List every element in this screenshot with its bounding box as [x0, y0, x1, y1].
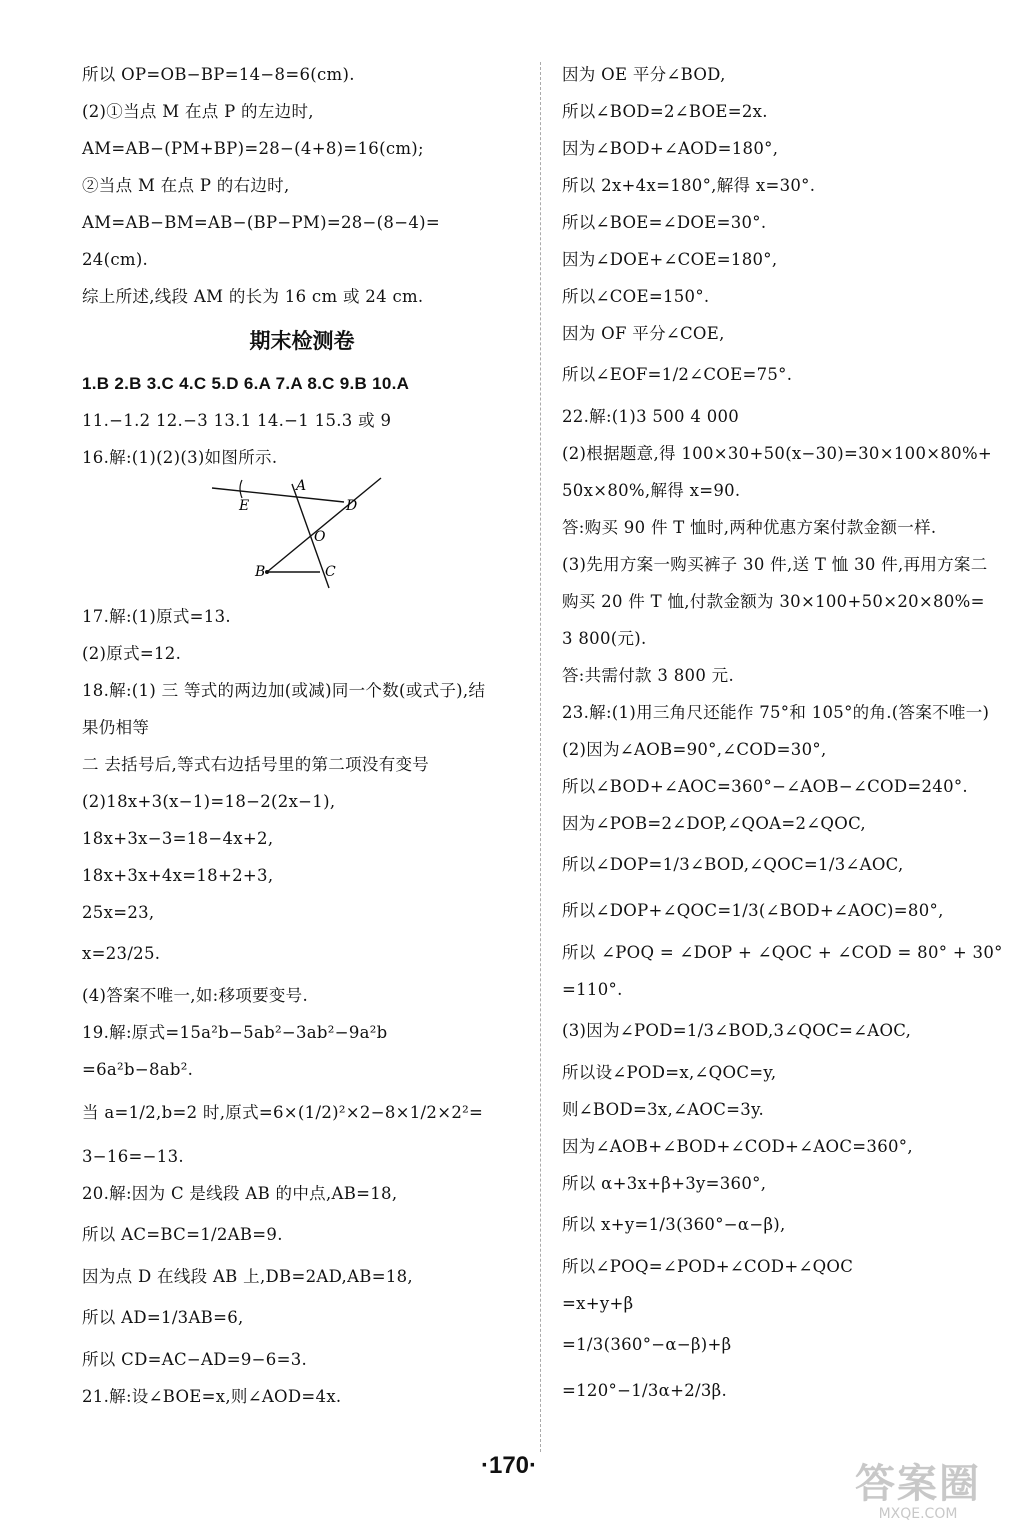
text-line: 21.解:设∠BOE=x,则∠AOD=4x.: [82, 1386, 342, 1406]
text-line: 50x×80%,解得 x=90.: [562, 480, 741, 500]
text-line: 20.解:因为 C 是线段 AB 的中点,AB=18,: [82, 1183, 398, 1203]
text-line: 所以 ∠POQ = ∠DOP + ∠QOC + ∠COD = 80° + 30°: [562, 942, 1003, 962]
watermark-url: MXQE.COM: [878, 1506, 958, 1522]
label-b: B: [255, 564, 266, 580]
text-line: 所以 AD=1/3AB=6,: [82, 1308, 244, 1327]
arc-e: [240, 480, 242, 498]
column-divider: [540, 62, 541, 1452]
text-line: 所以 AC=BC=1/2AB=9.: [82, 1225, 283, 1244]
text-line: (3)因为∠POD=1/3∠BOD,3∠QOC=∠AOC,: [562, 1021, 912, 1040]
text-line: 所以 x+y=1/3(360°−α−β),: [562, 1215, 786, 1234]
text-line: =x+y+β: [562, 1293, 634, 1313]
text-line: ②当点 M 在点 P 的右边时,: [82, 175, 290, 195]
text-line: 18x+3x+4x=18+2+3,: [82, 865, 274, 885]
geometry-svg: [82, 476, 522, 598]
text-line: 所以 α+3x+β+3y=360°,: [562, 1173, 767, 1193]
watermark-text: 答案圈: [855, 1461, 981, 1507]
text-line: 所以设∠POD=x,∠QOC=y,: [562, 1062, 777, 1082]
left-column: [82, 56, 522, 1415]
text-line: 25x=23,: [82, 902, 155, 922]
text-line: 23.解:(1)用三角尺还能作 75°和 105°的角.(答案不唯一): [562, 702, 990, 722]
fill-blank-answers: 11.−1.2 12.−3 13.1 14.−1 15.3 或 9: [82, 410, 392, 430]
text-line: AM=AB−(PM+BP)=28−(4+8)=16(cm);: [82, 138, 424, 158]
text-line: 所以 OP=OB−BP=14−8=6(cm).: [82, 64, 355, 84]
text-line: 19.解:原式=15a²b−5ab²−3ab²−9a²b: [82, 1022, 388, 1042]
text-line: 所以 2x+4x=180°,解得 x=30°.: [562, 175, 816, 195]
label-o: O: [314, 529, 326, 545]
page-number: ·170·: [480, 1452, 538, 1479]
text-line: 所以∠BOD=2∠BOE=2x.: [562, 101, 768, 121]
text-line: 综上所述,线段 AM 的长为 16 cm 或 24 cm.: [82, 286, 424, 306]
text-line: 因为∠BOD+∠AOD=180°,: [562, 138, 779, 158]
text-line: 所以 CD=AC−AD=9−6=3.: [82, 1349, 308, 1369]
text-line: 所以∠BOD+∠AOC=360°−∠AOB−∠COD=240°.: [562, 776, 968, 796]
text-line: 18.解:(1) 三 等式的两边加(或减)同一个数(或式子),结: [82, 680, 486, 700]
text-line: 二 去括号后,等式右边括号里的第二项没有变号: [82, 754, 430, 774]
text-line: 18x+3x−3=18−4x+2,: [82, 828, 274, 848]
text-line: =1/3(360°−α−β)+β: [562, 1335, 732, 1354]
text-line: 所以∠POQ=∠POD+∠COD+∠QOC: [562, 1256, 854, 1276]
text-line: 当 a=1/2,b=2 时,原式=6×(1/2)²×2−8×1/2×2²=: [82, 1103, 484, 1122]
text-line: 因为 OF 平分∠COE,: [562, 323, 725, 343]
section-title: 期末检测卷: [249, 329, 355, 353]
text-line: 所以∠COE=150°.: [562, 286, 710, 306]
text-line: 所以∠DOP+∠QOC=1/3(∠BOD+∠AOC)=80°,: [562, 901, 944, 920]
label-c: C: [325, 564, 336, 580]
text-line: x=23/25.: [82, 944, 161, 963]
text-line: (4)答案不唯一,如:移项要变号.: [82, 985, 309, 1005]
text-line: 因为∠AOB+∠BOD+∠COD+∠AOC=360°,: [562, 1136, 913, 1156]
text-line: =110°.: [562, 979, 623, 999]
text-line: =120°−1/3α+2/3β.: [562, 1381, 728, 1400]
line-ad: [212, 488, 344, 502]
text-line: (2)原式=12.: [82, 643, 182, 663]
multiple-choice-answers: 1.B 2.B 3.C 4.C 5.D 6.A 7.A 8.C 9.B 10.A: [82, 373, 410, 393]
text-line: 3−16=−13.: [82, 1146, 184, 1166]
label-a: A: [296, 478, 307, 494]
text-line: 22.解:(1)3 500 4 000: [562, 406, 740, 426]
text-line: 因为∠DOE+∠COE=180°,: [562, 249, 778, 269]
label-d: D: [346, 498, 358, 514]
text-line: 因为∠POB=2∠DOP,∠QOA=2∠QOC,: [562, 813, 866, 833]
label-e: E: [239, 498, 250, 514]
text-line: 所以∠DOP=1/3∠BOD,∠QOC=1/3∠AOC,: [562, 855, 904, 874]
text-line: 答:购买 90 件 T 恤时,两种优惠方案付款金额一样.: [562, 517, 937, 537]
text-line: 所以∠EOF=1/2∠COE=75°.: [562, 365, 793, 384]
watermark-logo: [828, 1462, 1008, 1526]
ray-bd: [267, 478, 381, 572]
point-b: [265, 570, 269, 574]
text-line: (3)先用方案一购买裤子 30 件,送 T 恤 30 件,再用方案二: [562, 554, 988, 574]
text-line: 24(cm).: [82, 249, 149, 269]
text-line: 果仍相等: [82, 717, 150, 737]
q16-line: 16.解:(1)(2)(3)如图所示.: [82, 447, 278, 467]
text-line: 因为点 D 在线段 AB 上,DB=2AD,AB=18,: [82, 1266, 413, 1286]
text-line: (2)根据题意,得 100×30+50(x−30)=30×100×80%+: [562, 443, 993, 463]
geometry-figure: [82, 476, 522, 598]
text-line: =6a²b−8ab².: [82, 1059, 194, 1079]
right-column: [562, 56, 1002, 1414]
text-line: 购买 20 件 T 恤,付款金额为 30×100+50×20×80%=: [562, 591, 985, 611]
text-line: 所以∠BOE=∠DOE=30°.: [562, 212, 767, 232]
text-line: 17.解:(1)原式=13.: [82, 606, 231, 626]
text-line: (2)①当点 M 在点 P 的左边时,: [82, 101, 314, 121]
text-line: (2)18x+3(x−1)=18−2(2x−1),: [82, 791, 336, 811]
text-line: 则∠BOD=3x,∠AOC=3y.: [562, 1099, 765, 1119]
text-line: 答:共需付款 3 800 元.: [562, 665, 735, 685]
text-line: (2)因为∠AOB=90°,∠COD=30°,: [562, 739, 827, 759]
text-line: 因为 OE 平分∠BOD,: [562, 64, 726, 84]
text-line: 3 800(元).: [562, 628, 647, 648]
text-line: AM=AB−BM=AB−(BP−PM)=28−(8−4)=: [82, 212, 441, 232]
